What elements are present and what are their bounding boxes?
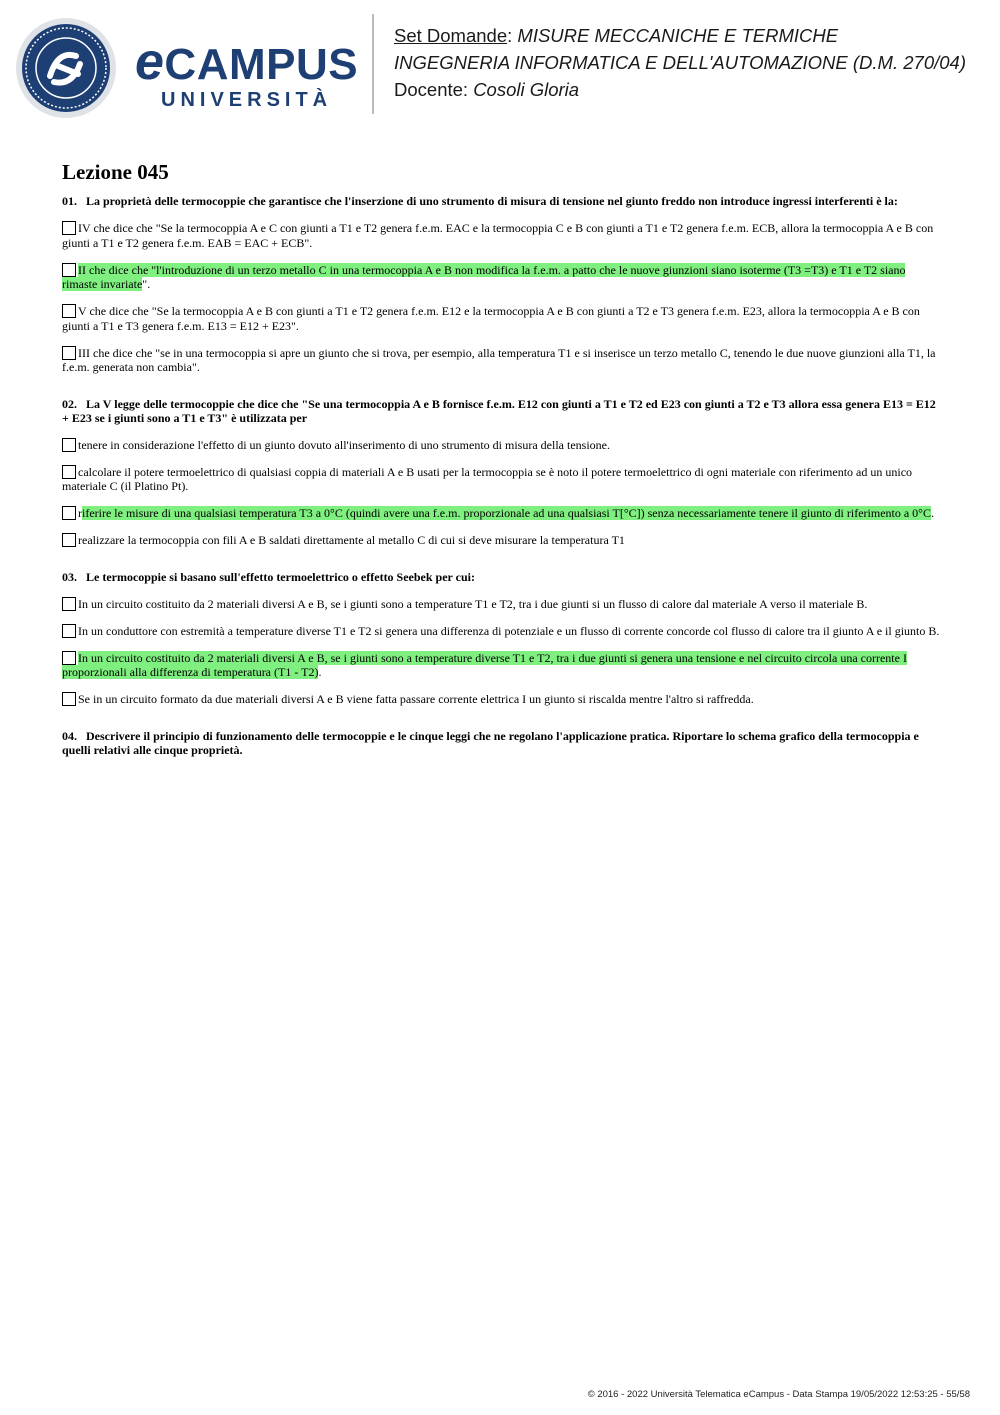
answer-option	[62, 304, 940, 333]
answer-checkbox[interactable]	[62, 692, 76, 706]
question-text	[62, 194, 940, 208]
lesson-title: Lezione 045	[62, 160, 169, 184]
question-body: Descrivere il principio di funzionamento delle termocoppie e le cinque leggi che ne regolano l'applicazione pratica. Riportare lo schema grafico della termocoppia e quelli relativi alle cinque proprietà.	[62, 728, 919, 757]
answer-option-correct	[62, 651, 940, 680]
answer-checkbox[interactable]	[62, 651, 76, 665]
content	[62, 160, 940, 779]
question-1	[62, 194, 940, 375]
answer-checkbox[interactable]	[62, 624, 76, 638]
question-text	[62, 570, 940, 584]
answer-checkbox[interactable]	[62, 533, 76, 547]
answer-checkbox[interactable]	[62, 597, 76, 611]
answer-checkbox[interactable]	[62, 438, 76, 452]
docente-label: Docente:	[394, 79, 469, 100]
answer-option	[62, 221, 940, 250]
answer-option-correct	[62, 506, 940, 521]
option-highlight: In un circuito costituito da 2 materiali diversi A e B, se i giunti sono a temperature diverse T1 e T2, tra i due giunti si genera una tensione e nel circuito circola una corrente I proporzionali alla differenza di temperatura (T1 - T2)	[62, 650, 907, 679]
set-line: Set Domande: MISURE MECCANICHE E TERMICHE	[394, 25, 839, 46]
question-number: 02.	[62, 396, 77, 411]
brand-name: eCAMPUS	[135, 33, 359, 91]
question-number: 04.	[62, 728, 77, 743]
answer-checkbox[interactable]	[62, 506, 76, 520]
answer-checkbox[interactable]	[62, 221, 76, 235]
question-text	[62, 729, 940, 757]
answer-option	[62, 438, 940, 453]
header-info	[394, 22, 994, 103]
option-text: realizzare la termocoppia con fili A e B saldati direttamente al metallo C di cui si deve misurare la temperatura T1	[78, 533, 625, 547]
docente-line	[394, 76, 994, 103]
degree-name: INGEGNERIA INFORMATICA E DELL'AUTOMAZIONE (D.M. 270/04)	[394, 52, 966, 73]
option-highlight: II che dice che "l'introduzione di un terzo metallo C in una termocoppia A e B non modifica la f.e.m. a patto che le nuove giunzioni siano isoterme (T3 =T3) e T1 e T2 siano rimaste invariate	[62, 262, 906, 291]
answer-checkbox[interactable]	[62, 304, 76, 318]
course-name: MISURE MECCANICHE E TERMICHE	[517, 25, 839, 46]
option-text: V che dice che "Se la termocoppia A e B con giunti a T1 e T2 genera f.e.m. E12 e la termocoppia A e B con giunti a T2 e T3 genera f.e.m. E23, allora la termocoppia A e B con giunti a T1 e T3 genera f.e.m. E13 = E12 + E23".	[62, 304, 920, 333]
answer-checkbox[interactable]	[62, 346, 76, 360]
option-text: In un conduttore con estremità a temperature diverse T1 e T2 si genera una differenza di potenziale e un flusso di corrente concorde col flusso di calore tra il giunto A e il giunto B.	[78, 623, 940, 638]
answer-option	[62, 465, 940, 494]
answer-option	[62, 346, 940, 375]
option-text: .	[318, 665, 322, 679]
answer-option-correct	[62, 263, 940, 292]
question-text	[62, 397, 940, 425]
brand-subtitle: UNIVERSITÀ	[161, 89, 333, 111]
question-number: 01.	[62, 194, 77, 208]
question-body: Le termocoppie si basano sull'effetto termoelettrico o effetto Seebek per cui:	[86, 569, 475, 584]
option-prefix: r	[78, 506, 82, 520]
option-text: IV che dice che "Se la termocoppia A e C con giunti a T1 e T2 genera f.e.m. EAC e la termocoppia C e B con giunti a T1 e T2 genera f.e.m. ECB, allora la termocoppia A e B con giunti a T1 e T2 genera f.e.m. EAB = EAC + ECB".	[62, 221, 934, 250]
option-text: .	[931, 506, 934, 520]
answer-option	[62, 533, 940, 548]
question-4	[62, 729, 940, 757]
question-3	[62, 570, 940, 707]
set-label: Set Domande	[394, 25, 508, 46]
answer-option	[62, 692, 940, 707]
option-highlight: iferire le misure di una qualsiasi temperatura T3 a 0°C (quindi avere una f.e.m. proporzionale ad una qualsiasi T[°C]) senza necessariamente tenere il giunto di riferimento a 0°C	[82, 506, 931, 520]
option-text: III che dice che "se in una termocoppia si apre un giunto che si trova, per esempio, alla temperatura T1 e si inserisce un terzo metallo C, tenendo le due nuove giunzioni alla T1, la f.e.m. generata non cambia".	[62, 345, 936, 374]
option-text: In un circuito costituito da 2 materiali diversi A e B, se i giunti sono a temperature T1 e T2, tra i due giunti si un flusso di calore dal materiale A verso il materiale B.	[78, 596, 868, 611]
option-text: ".	[142, 277, 151, 291]
option-text: calcolare il potere termoelettrico di qualsiasi coppia di materiali A e B usati per la termocoppia se è noto il potere termoelettrico di ogni materiale con riferimento ad un unico materiale C (il Platino Pt).	[62, 464, 913, 493]
option-text: Se in un circuito formato da due materiali diversi A e B viene fatta passare corrente elettrica I un giunto si riscalda mentre l'altro si raffredda.	[78, 692, 754, 706]
header-divider	[372, 14, 374, 114]
answer-option	[62, 597, 940, 612]
answer-option	[62, 624, 940, 639]
page-footer: © 2016 - 2022 Università Telematica eCampus - Data Stampa 19/05/2022 12:53:25 - 55/58	[587, 1389, 970, 1400]
option-text: tenere in considerazione l'effetto di un giunto dovuto all'inserimento di uno strumento di misura della tensione.	[78, 437, 610, 452]
question-number: 03.	[62, 569, 77, 584]
brand-logo	[135, 33, 359, 112]
answer-checkbox[interactable]	[62, 465, 76, 479]
answer-checkbox[interactable]	[62, 263, 76, 277]
docente-name: Cosoli Gloria	[473, 79, 580, 100]
question-2	[62, 397, 940, 548]
question-body: La V legge delle termocoppie che dice che "Se una termocoppia A e B fornisce f.e.m. E12 con giunti a T1 e T2 ed E23 con giunti a T2 e T3 allora essa genera E13 = E12 + E23 se i giunti sono a T1 e T3" è utilizzata per	[62, 396, 936, 425]
university-seal-logo	[14, 16, 118, 120]
question-body: La proprietà delle termocoppie che garantisce che l'inserzione di uno strumento di misura di tensione nel giunto freddo non introduce ingressi interferenti è la:	[86, 194, 898, 208]
